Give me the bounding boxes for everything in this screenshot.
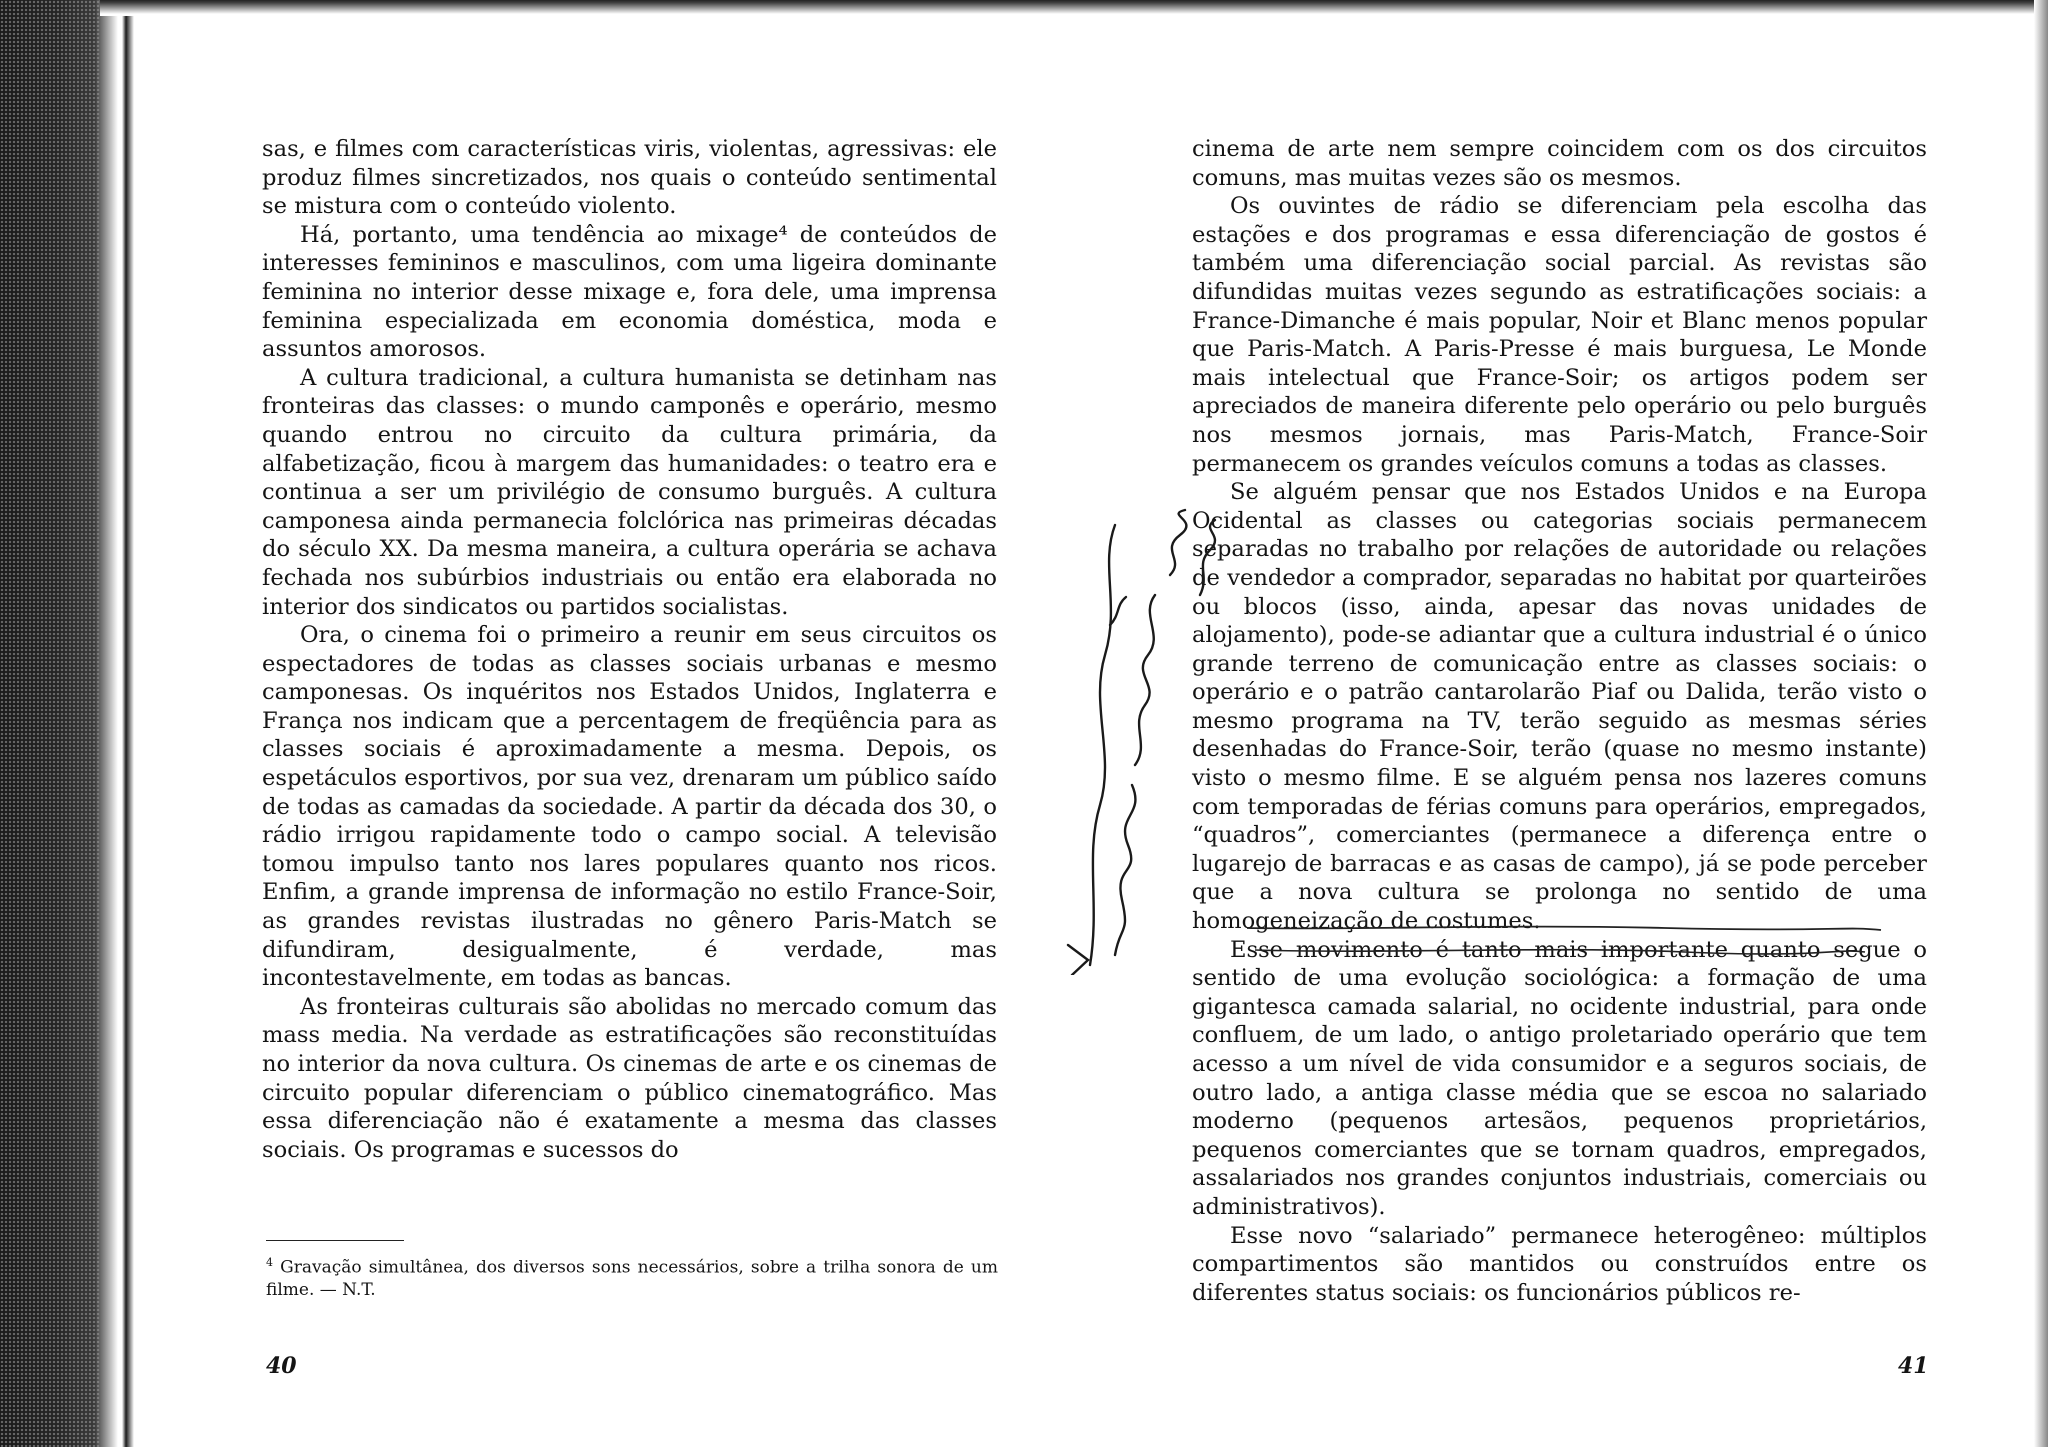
right-paragraph-1: cinema de arte nem sempre coincidem com os dos circuitos comuns, mas muitas vezes são os mesmos. [1192, 136, 1927, 191]
handwriting-stroke-6 [1110, 597, 1126, 625]
gutter-texture [0, 0, 100, 1447]
page-right-edge [2034, 0, 2048, 1447]
left-paragraph-5: As fronteiras culturais são abolidas no mercado comum das mass media. Na verdade as estratificações são reconstituídas no interior da nova cultura. Os cinemas de arte e os cinemas de circuito popular diferenciam o público cinematográfico. Mas essa diferenciação não é exatamente a mesma das classes sociais. Os programas e sucessos do [262, 993, 997, 1163]
handwritten-underline [1245, 918, 1885, 958]
handwriting-stroke-5 [1200, 520, 1215, 595]
footnote [266, 1252, 998, 1301]
footnote-rule [266, 1240, 404, 1241]
left-paragraph-3: A cultura tradicional, a cultura humanista se detinham nas fronteiras das classes: o mundo camponês e operário, mesmo quando entrou no circuito da cultura primária, da alfabetização, ficou à margem das humanidades: o teatro era e continua a ser um privilégio de consumo burguês. A cultura camponesa ainda permanecia folclórica nas primeiras décadas do século XX. Da mesma maneira, a cultura operária se achava fechada nos subúrbios industriais ou então era elaborada no interior dos sindicatos ou partidos socialistas. [262, 364, 997, 620]
page-number-left: 40 [266, 1353, 297, 1379]
left-paragraph-1: sas, e filmes com características viris, violentas, agressivas: ele produz filmes sincretizados, nos quais o conteúdo sentimental se mistura com o conteúdo violento. [262, 136, 997, 220]
right-paragraph-5: Esse novo “salariado” permanece heterogêneo: múltiplos compartimentos são mantidos ou construídos entre os diferentes status sociais: os funcionários públicos re- [1192, 1222, 1927, 1306]
page-number-right: 41 [1898, 1353, 1929, 1379]
margin-handwriting [1060, 505, 1280, 975]
left-paragraph-2: Há, portanto, uma tendência ao mixage⁴ de conteúdos de interesses femininos e masculinos, com uma ligeira dominante feminina no interior desse mixage e, fora dele, uma imprensa feminina especializada em economia doméstica, moda e assuntos amorosos. [262, 221, 997, 363]
page-top-edge [100, 0, 2048, 16]
left-paragraph-4: Ora, o cinema foi o primeiro a reunir em seus circuitos os espectadores de todas as classes sociais urbanas e mesmo camponesas. Os inquéritos nos Estados Unidos, Inglaterra e França nos indicam que a percentagem de freqüência para as classes sociais é aproximadamente a mesma. Depois, os espetáculos esportivos, por sua vez, drenaram um público saído de todas as camadas da sociedade. A partir da década dos 30, o rádio irrigou rapidamente todo o campo social. A televisão tomou impulso tanto nos lares populares quanto nos ricos. Enfim, a grande imprensa de informação no estilo France-Soir, as grandes revistas ilustradas no gênero Paris-Match se difundiram, desigualmente, é verdade, mas incontestavelmente, em todas as bancas. [262, 622, 997, 992]
footnote-text: Gravação simultânea, dos diversos sons necessários, sobre a trilha sonora de um filme. — N.T. [266, 1257, 998, 1300]
handwriting-stroke-4 [1170, 510, 1186, 575]
footnote-mark: 4 [266, 1256, 273, 1269]
handwriting-stroke-1 [1090, 525, 1115, 965]
handwriting-stroke-2 [1115, 785, 1135, 955]
handwriting-stroke-3 [1135, 595, 1155, 765]
right-paragraph-4: Esse movimento é tanto mais importante quanto segue o sentido de uma evolução sociológica: a formação de uma gigantesca camada salarial, no ocidente industrial, para onde confluem, de um lado, o antigo proletariado operário que tem acesso a um nível de vida consumidor e a seguros sociais, de outro lado, a antiga classe média que se escoa no salariado moderno (pequenos artesãos, pequenos proprietários, pequenos comerciantes que se tornam quadros, empregados, assalariados nos grandes conjuntos industriais, comerciais ou administrativos). [1192, 936, 1927, 1220]
right-paragraph-3: Se alguém pensar que nos Estados Unidos e na Europa Ocidental as classes ou categorias sociais permanecem separadas no trabalho por relações de autoridade ou relações de vendedor a comprador, separadas no habitat por quarteirões ou blocos (isso, ainda, apesar das novas unidades de alojamento), pode-se adiantar que a cultura industrial é o único grande terreno de comunicação entre as classes sociais: o operário e o patrão cantarolarão Piaf ou Dalida, terão visto o mesmo programa na TV, terão seguido as mesmas séries desenhadas do France-Soir, terão (quase no mesmo instante) visto o mesmo filme. E se alguém pensa nos lazeres comuns com temporadas de férias comuns para operários, empregados, “quadros”, comerciantes (permanece a diferença entre o lugarejo de barracas e as casas de campo), já se pode perceber que a nova cultura se prolonga no sentido de uma homogeneização de costumes. [1192, 479, 1927, 935]
handwriting-arrow [1068, 945, 1088, 975]
left-page-body [262, 135, 997, 1164]
right-paragraph-2: Os ouvintes de rádio se diferenciam pela escolha das estações e dos programas e essa diferenciação de gostos é também uma diferenciação social parcial. As revistas são difundidas muitas vezes segundo as estratificações sociais: a France-Dimanche é mais popular, Noir et Blanc menos popular que Paris-Match. A Paris-Presse é mais burguesa, Le Monde mais intelectual que France-Soir; os artigos podem ser apreciados de maneira diferente pelo operário ou pelo burguês nos mesmos jornais, mas Paris-Match, France-Soir permanecem os grandes veículos comuns a todas as classes. [1192, 193, 1927, 477]
right-page-body [1192, 135, 1927, 1307]
